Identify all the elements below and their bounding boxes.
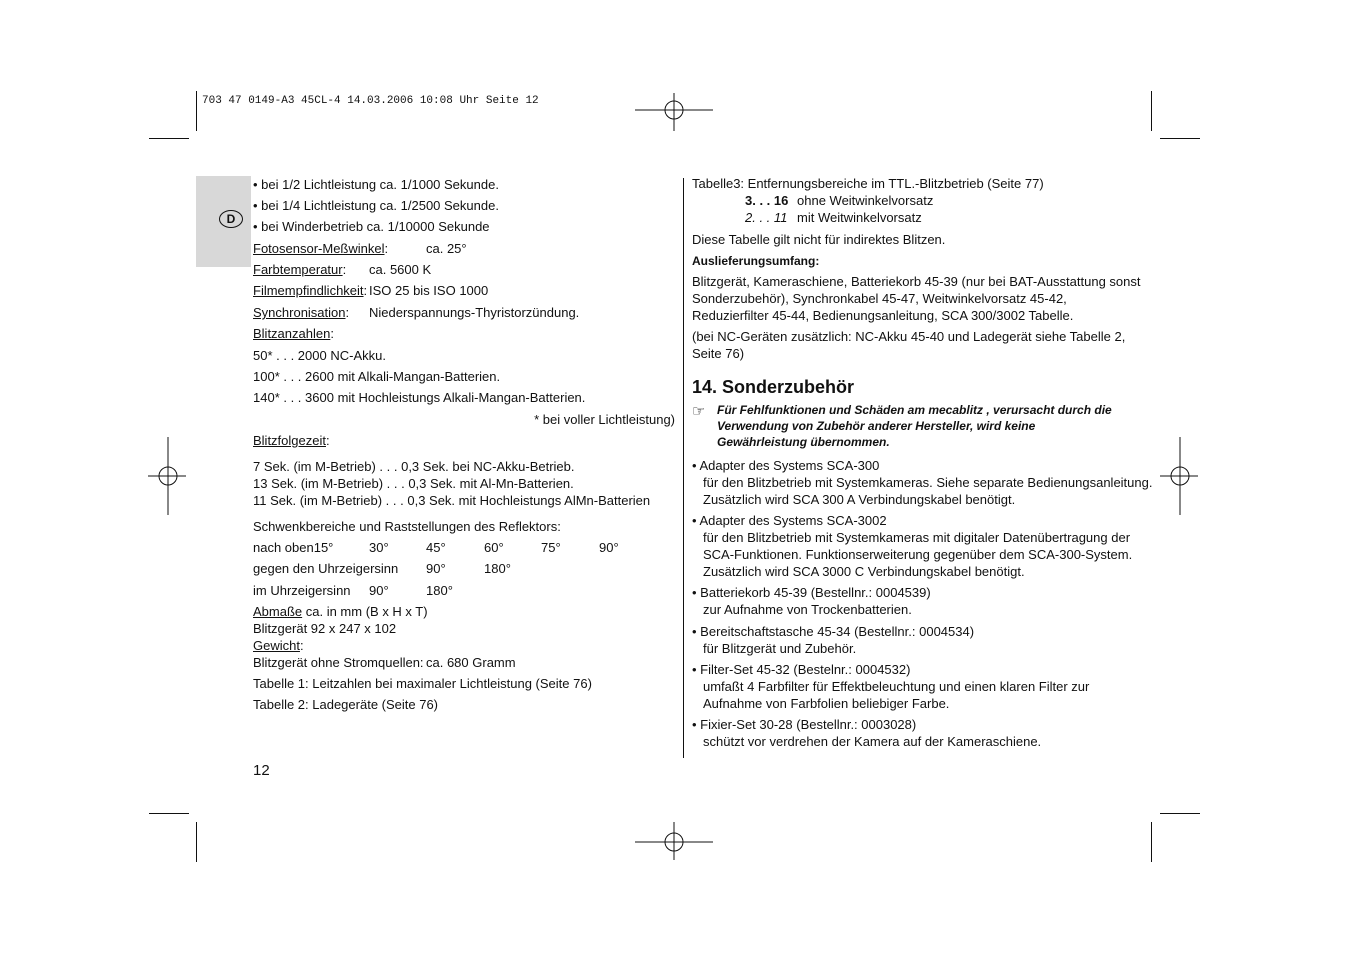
indirekt-note: Diese Tabelle gilt nicht für indirektes Blitzen. xyxy=(692,232,946,247)
abmasse-heading: Abmaße ca. in mm (B x H x T) xyxy=(253,604,428,619)
spec-row: Filmempfindlichkeit: xyxy=(253,283,368,298)
accessory-title: • Fixier-Set 30-28 (Bestellnr.: 0003028) xyxy=(692,717,917,732)
warning-note-line: Verwendung von Zubehör anderer Hersteller, wird keine xyxy=(717,419,1036,433)
column-divider xyxy=(683,178,684,758)
t3-row-value: mit Weitwinkelvorsatz xyxy=(797,210,922,225)
warning-note-line: Für Fehlfunktionen und Schäden am mecablitz , verursacht durch die xyxy=(717,403,1112,417)
bullet-line: • bei 1/4 Lichtleistung ca. 1/2500 Sekunde. xyxy=(253,198,499,213)
schwenk-value: 45° xyxy=(426,540,446,555)
registration-mark-top xyxy=(635,93,715,133)
lieferumfang-title: Auslieferungsumfang: xyxy=(692,254,820,268)
accessory-desc: für den Blitzbetrieb mit Systemkameras. Siehe separate Bedienungsanleitung. xyxy=(703,475,1153,490)
page-number: 12 xyxy=(253,762,270,779)
bullet-line: • bei Winderbetrieb ca. 1/10000 Sekunde xyxy=(253,219,490,234)
schwenk-value: 180° xyxy=(484,561,511,576)
print-slug: 703 47 0149-A3 45CL-4 14.03.2006 10:08 Uhr Seite 12 xyxy=(202,95,539,107)
blitzanzahlen-heading: Blitzanzahlen: xyxy=(253,326,334,341)
t3-row-key: 2. . . 11 xyxy=(745,210,788,225)
blitzfolgezeit-heading: Blitzfolgezeit: xyxy=(253,433,330,448)
language-tab xyxy=(196,176,251,267)
registration-mark-left xyxy=(148,437,188,517)
schwenk-row-label: nach oben15° xyxy=(253,540,334,555)
gewicht-heading: Gewicht: xyxy=(253,638,304,653)
blitzanzahl-line: 50* . . . 2000 NC-Akku. xyxy=(253,348,386,363)
spec-row: Fotosensor-Meßwinkel: xyxy=(253,241,389,256)
schwenk-value: 90° xyxy=(426,561,446,576)
lieferumfang-line: Reduzierfilter 45-44, Bedienungsanleitung, SCA 300/3002 Tabelle. xyxy=(692,308,1074,323)
accessory-desc: für den Blitzbetrieb mit Systemkameras mit digitaler Datenübertragung der xyxy=(703,530,1131,545)
abmasse-value: Blitzgerät 92 x 247 x 102 xyxy=(253,621,397,636)
pointing-hand-icon: ☞ xyxy=(692,403,706,420)
spec-label: Farbtemperatur xyxy=(253,262,343,277)
spec-value: ca. 25° xyxy=(426,241,467,256)
gewicht-key: Blitzgerät ohne Stromquellen: xyxy=(253,655,424,670)
accessory-desc: Aufnahme von Farbfolien beliebiger Farbe. xyxy=(703,696,950,711)
nc-line: (bei NC-Geräten zusätzlich: NC-Akku 45-40 und Ladegerät siehe Tabelle 2, xyxy=(692,329,1126,344)
accessory-title: • Batteriekorb 45-39 (Bestellnr.: 0004539) xyxy=(692,585,931,600)
blitzanzahl-line: 100* . . . 2600 mit Alkali-Mangan-Batterien. xyxy=(253,369,501,384)
blitzfolgezeit-line: 13 Sek. (im M-Betrieb) . . . 0,3 Sek. mit Al-Mn-Batterien. xyxy=(253,476,574,491)
schwenk-value: 30° xyxy=(369,540,389,555)
spec-value: Niederspannungs-Thyristorzündung. xyxy=(369,305,580,320)
schwenk-value: 90° xyxy=(599,540,619,555)
spec-value: ca. 5600 K xyxy=(369,262,432,277)
blitzfolgezeit-line: 11 Sek. (im M-Betrieb) . . . 0,3 Sek. mit Hochleistungs AlMn-Batterien xyxy=(253,493,651,508)
accessory-title: • Adapter des Systems SCA-3002 xyxy=(692,513,887,528)
accessory-title: • Adapter des Systems SCA-300 xyxy=(692,458,880,473)
spec-label: Filmempfindlichkeit xyxy=(253,283,364,298)
blitzfolgezeit-line: 7 Sek. (im M-Betrieb) . . . 0,3 Sek. bei NC-Akku-Betrieb. xyxy=(253,459,575,474)
table-reference: Tabelle 1: Leitzahlen bei maximaler Lichtleistung (Seite 76) xyxy=(253,676,592,691)
accessory-title: • Bereitschaftstasche 45-34 (Bestellnr.: 0004534) xyxy=(692,624,975,639)
nc-line: Seite 76) xyxy=(692,346,745,361)
table-reference: Tabelle 2: Ladegeräte (Seite 76) xyxy=(253,697,439,712)
spec-label: Fotosensor-Meßwinkel xyxy=(253,241,385,256)
accessory-desc: für Blitzgerät und Zubehör. xyxy=(703,641,857,656)
spec-label: Synchronisation xyxy=(253,305,346,320)
spec-row: Synchronisation: xyxy=(253,305,350,320)
schwenk-title: Schwenkbereiche und Raststellungen des Reflektors: xyxy=(253,519,561,534)
tabelle3-title: Tabelle3: Entfernungsbereiche im TTL.-Blitzbetrieb (Seite 77) xyxy=(692,176,1044,191)
gewicht-value: ca. 680 Gramm xyxy=(426,655,516,670)
schwenk-value: 75° xyxy=(541,540,561,555)
schwenk-value: 90° xyxy=(369,583,389,598)
footnote: * bei voller Lichtleistung) xyxy=(534,412,675,427)
lieferumfang-line: Blitzgerät, Kameraschiene, Batteriekorb 45-39 (nur bei BAT-Ausstattung sonst xyxy=(692,274,1141,289)
accessory-desc: schützt vor verdrehen der Kamera auf der Kameraschiene. xyxy=(703,734,1042,749)
schwenk-value: 60° xyxy=(484,540,504,555)
lieferumfang-line: Sonderzubehör), Synchronkabel 45-47, Weitwinkelvorsatz 45-42, xyxy=(692,291,1067,306)
blitzanzahl-line: 140* . . . 3600 mit Hochleistungs Alkali-Mangan-Batterien. xyxy=(253,390,586,405)
registration-mark-right xyxy=(1160,437,1200,517)
section-heading: 14. Sonderzubehör xyxy=(692,377,855,397)
accessory-desc: SCA-Funktionen. Funktionserweiterung gegenüber dem SCA-300-System. xyxy=(703,547,1133,562)
accessory-desc: Zusätzlich wird SCA 300 A Verbindungskabel benötigt. xyxy=(703,492,1016,507)
t3-row-value: ohne Weitwinkelvorsatz xyxy=(797,193,934,208)
schwenk-row-label: gegen den Uhrzeigersinn xyxy=(253,561,399,576)
schwenk-row-label: im Uhrzeigersinn xyxy=(253,583,351,598)
registration-mark-bottom xyxy=(635,822,715,862)
accessory-desc: zur Aufnahme von Trockenbatterien. xyxy=(703,602,912,617)
accessory-desc: umfaßt 4 Farbfilter für Effektbeleuchtung und einen klaren Filter zur xyxy=(703,679,1090,694)
accessory-title: • Filter-Set 45-32 (Bestelnr.: 0004532) xyxy=(692,662,911,677)
t3-row-key: 3. . . 16 xyxy=(745,193,789,208)
warning-note-line: Gewährleistung übernommen. xyxy=(717,435,890,449)
spec-row: Farbtemperatur: xyxy=(253,262,347,277)
language-tab-label: D xyxy=(219,210,243,228)
bullet-line: • bei 1/2 Lichtleistung ca. 1/1000 Sekunde. xyxy=(253,177,499,192)
accessory-desc: Zusätzlich wird SCA 3000 C Verbindungskabel benötigt. xyxy=(703,564,1025,579)
spec-value: ISO 25 bis ISO 1000 xyxy=(369,283,489,298)
schwenk-value: 180° xyxy=(426,583,453,598)
